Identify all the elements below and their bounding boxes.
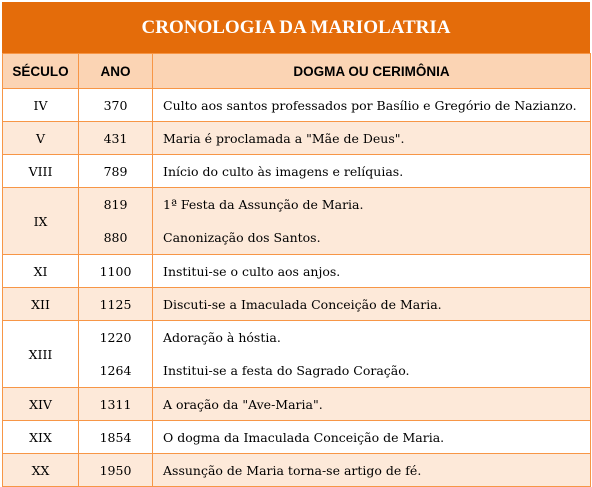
chronology-table bbox=[2, 53, 591, 487]
table-row bbox=[3, 89, 591, 122]
table-row bbox=[3, 122, 591, 155]
ano-cell: 789 bbox=[79, 155, 153, 188]
seculo-cell: XIV bbox=[3, 388, 79, 421]
header-seculo: SÉCULO bbox=[3, 54, 79, 89]
ano-cell: 1125 bbox=[79, 288, 153, 321]
table-row bbox=[3, 454, 591, 487]
dogma-value: 1ª Festa da Assunção de Maria. bbox=[163, 197, 364, 212]
dogma-cell bbox=[153, 321, 591, 388]
dogma-cell: A oração da "Ave-Maria". bbox=[153, 388, 591, 421]
seculo-cell: IV bbox=[3, 89, 79, 122]
header-ano: ANO bbox=[79, 54, 153, 89]
table-row bbox=[3, 388, 591, 421]
table-title: CRONOLOGIA DA MARIOLATRIA bbox=[2, 2, 590, 53]
seculo-cell: XX bbox=[3, 454, 79, 487]
dogma-cell: O dogma da Imaculada Conceição de Maria. bbox=[153, 421, 591, 454]
table-row bbox=[3, 421, 591, 454]
dogma-cell: Culto aos santos professados por Basílio e Gregório de Nazianzo. bbox=[153, 89, 591, 122]
seculo-cell: XIX bbox=[3, 421, 79, 454]
ano-value: 880 bbox=[103, 230, 128, 245]
ano-cell: 1100 bbox=[79, 255, 153, 288]
table-row bbox=[3, 321, 591, 388]
seculo-cell: IX bbox=[3, 188, 79, 255]
ano-value: 1220 bbox=[99, 330, 132, 345]
ano-cell bbox=[79, 321, 153, 388]
seculo-cell: XIII bbox=[3, 321, 79, 388]
seculo-cell: VIII bbox=[3, 155, 79, 188]
dogma-cell: Início do culto às imagens e relíquias. bbox=[153, 155, 591, 188]
dogma-value: Adoração à hóstia. bbox=[163, 330, 281, 345]
dogma-value: Institui-se a festa do Sagrado Coração. bbox=[163, 363, 410, 378]
ano-value: 1264 bbox=[99, 363, 132, 378]
header-row bbox=[3, 54, 591, 89]
table-row bbox=[3, 255, 591, 288]
ano-cell bbox=[79, 188, 153, 255]
dogma-cell: Maria é proclamada a "Mãe de Deus". bbox=[153, 122, 591, 155]
ano-cell: 1854 bbox=[79, 421, 153, 454]
ano-value: 819 bbox=[103, 197, 128, 212]
dogma-cell: Assunção de Maria torna-se artigo de fé. bbox=[153, 454, 591, 487]
header-dogma: DOGMA OU CERIMÔNIA bbox=[153, 54, 591, 89]
dogma-cell bbox=[153, 188, 591, 255]
dogma-value: Canonização dos Santos. bbox=[163, 230, 321, 245]
seculo-cell: XII bbox=[3, 288, 79, 321]
seculo-cell: V bbox=[3, 122, 79, 155]
dogma-cell: Institui-se o culto aos anjos. bbox=[153, 255, 591, 288]
chronology-table-container bbox=[2, 2, 590, 487]
ano-cell: 370 bbox=[79, 89, 153, 122]
table-row bbox=[3, 155, 591, 188]
seculo-cell: XI bbox=[3, 255, 79, 288]
ano-cell: 431 bbox=[79, 122, 153, 155]
table-row bbox=[3, 188, 591, 255]
ano-cell: 1950 bbox=[79, 454, 153, 487]
dogma-cell: Discuti-se a Imaculada Conceição de Maria. bbox=[153, 288, 591, 321]
ano-cell: 1311 bbox=[79, 388, 153, 421]
table-row bbox=[3, 288, 591, 321]
